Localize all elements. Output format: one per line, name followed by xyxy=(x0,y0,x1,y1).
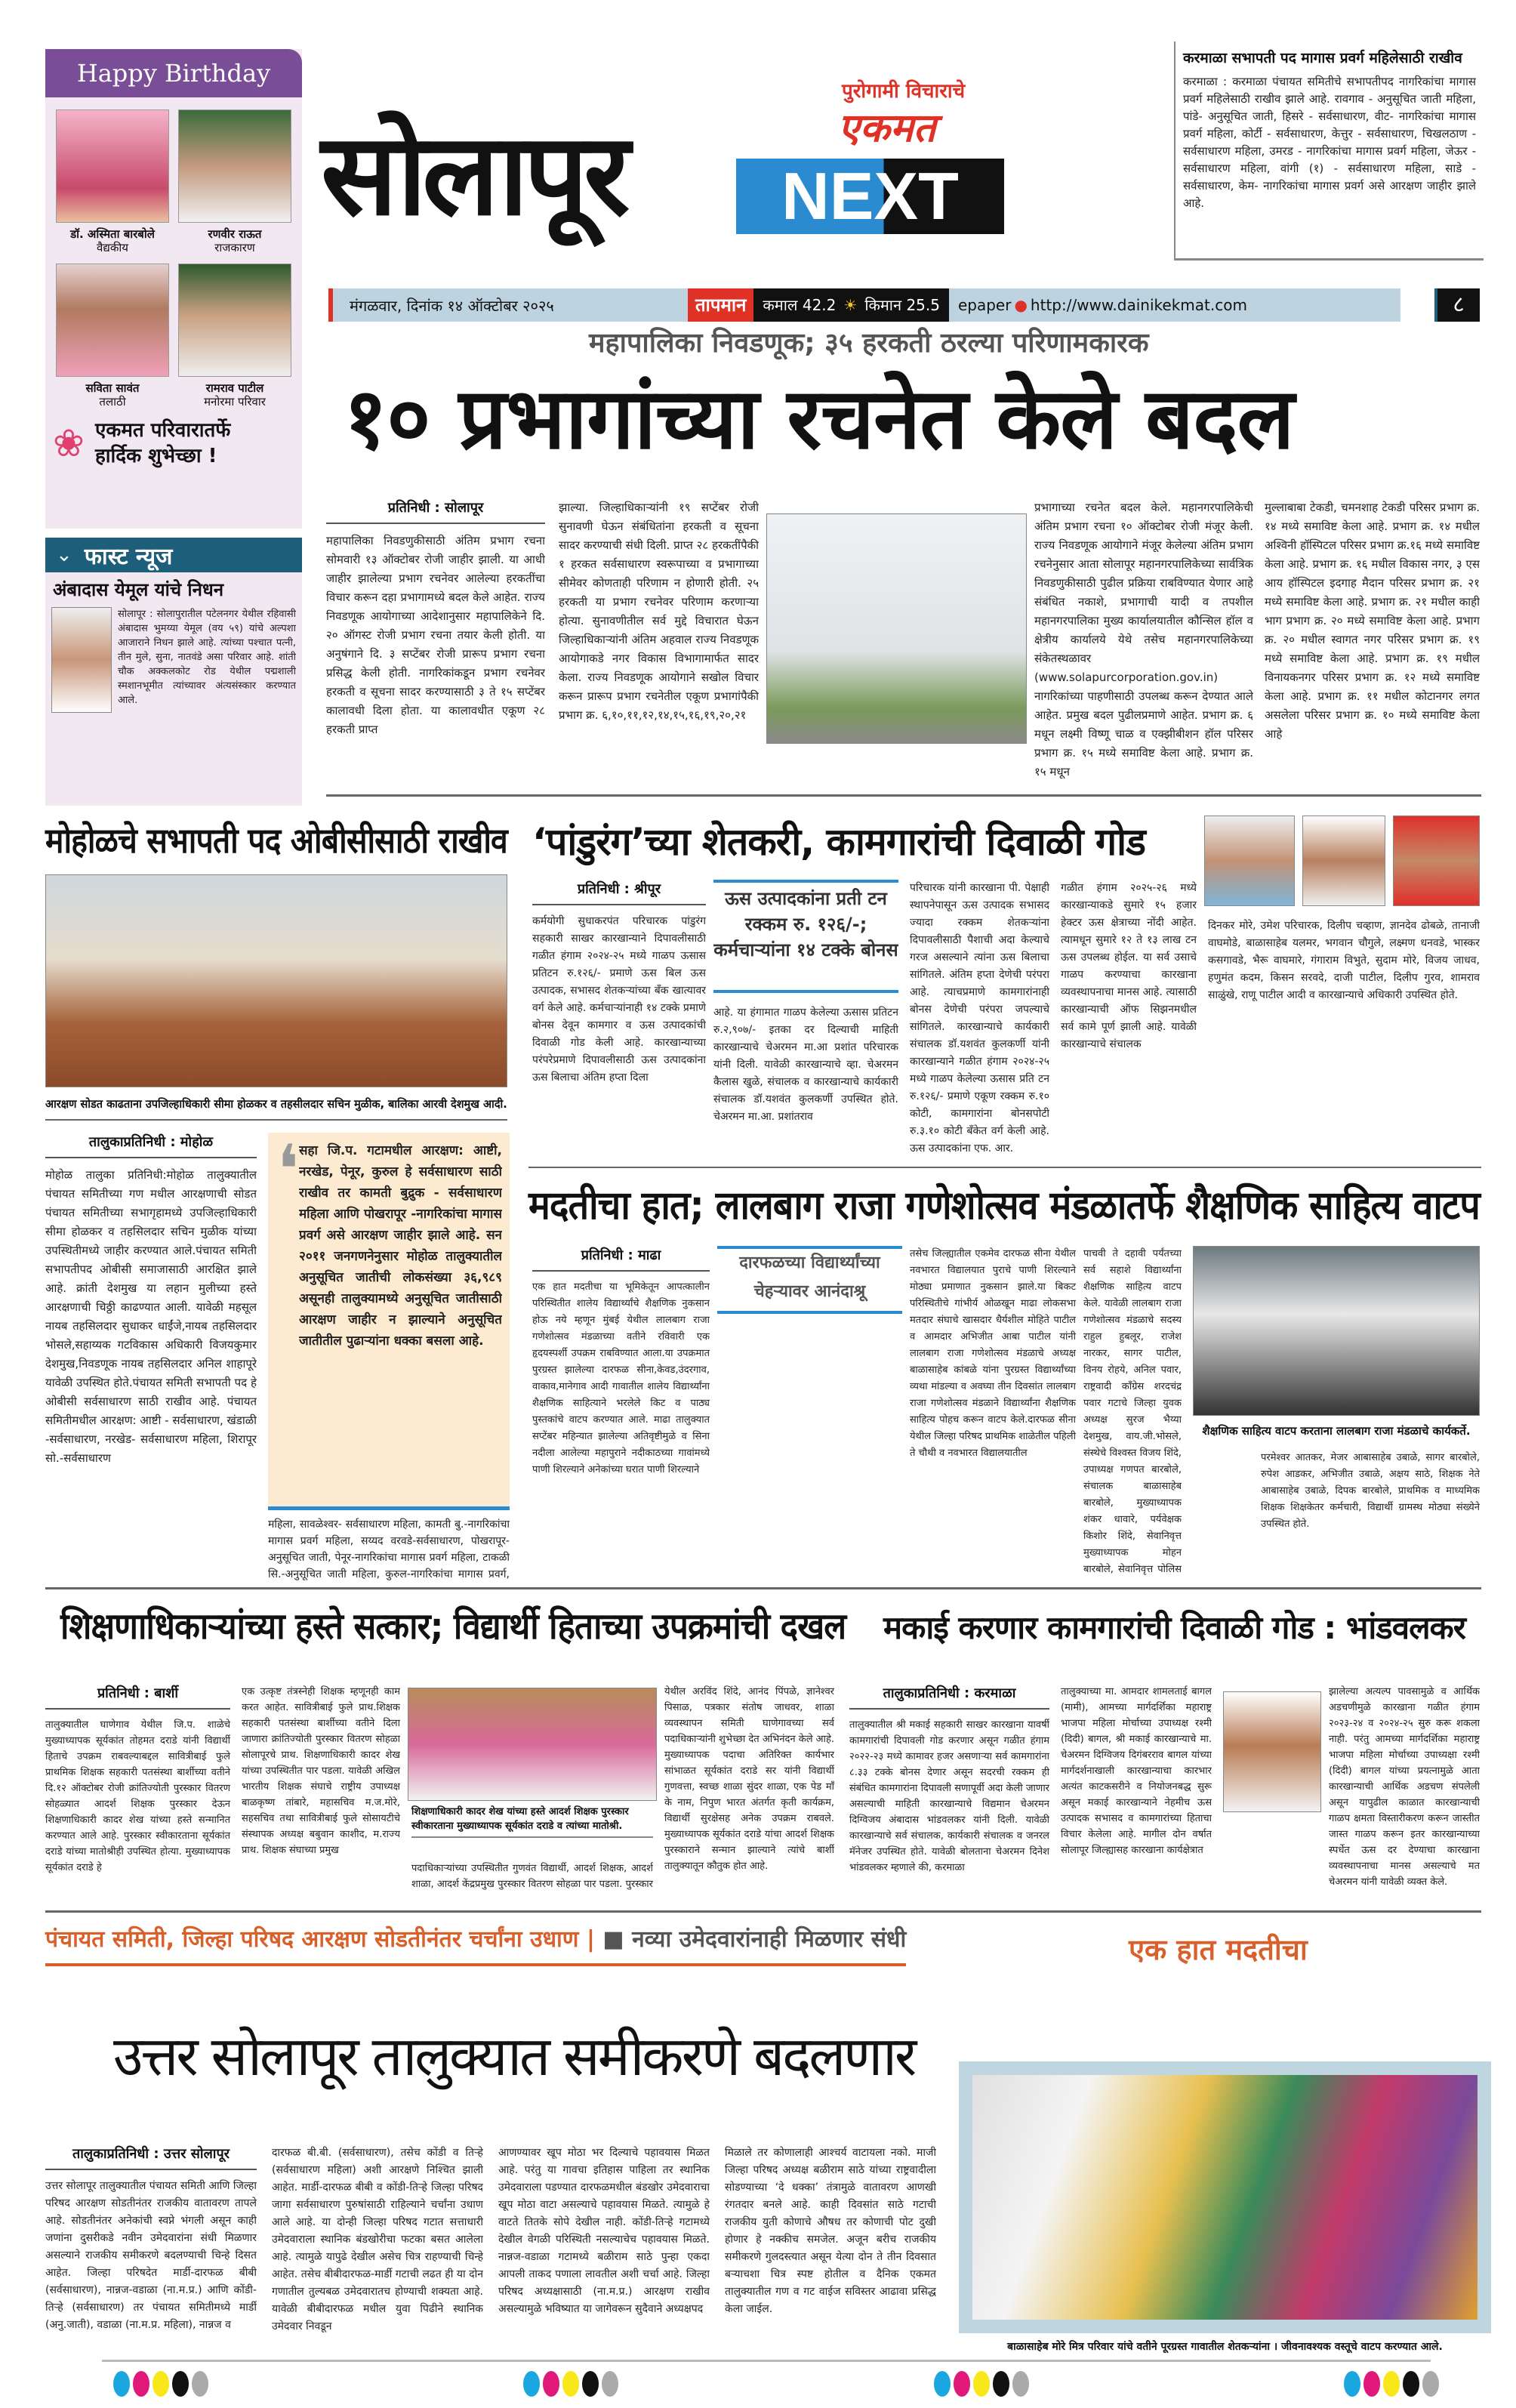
makai-headline: मकाई करणार कामगारांची दिवाळी गोड : भांडवलकर xyxy=(883,1609,1465,1646)
pandurang-col-2: आहे. या हंगामात गाळप केलेल्या ऊसास प्रतिटन रु.२,९०७/- इतका दर दिल्याची माहिती कारखान्याचे चेअरमन मा.आ प्रशांत परिचारक यांनी दिली. यावेळी कारखान्याचे व्हा. चेअरमन कैलास खुळे, संचालक व कारखान्याचे कार्यकारी संचालक डॉ.यशवंत कुलकर्णी उपस्थित होते. चेअरमन मा.आ. प्रशांतराव xyxy=(713,1007,898,1123)
cmyk-dots xyxy=(1344,2371,1442,2400)
separator: | xyxy=(586,1926,603,1953)
pandurang-col-5: दिनकर मोरे, उमेश परिचारक, दिलीप चव्हाण, ज्ञानदेव ढोबळे, तानाजी वाघमोडे, बाळासाहेब यलमर, भगवान चौगुले, लक्ष्मण धनवडे, भास्कर कसगावडे, भैरू वाघमारे, गंगाराम विभुते, सुदाम मोरे, विजय जाधव, हणुमंत कदम, किसन सरवदे, दाजी पाटील, दिलीप गुरव, शामराव साळुंखे, राणू पाटील आदी व कारखान्याचे अधिकारी उपस्थित होते. xyxy=(1208,920,1480,1001)
mohol-photo xyxy=(45,874,507,1087)
north-col-4: मिळाले तर कोणालाही आश्चर्य वाटायला नको. माजी जिल्हा परिषद अध्यक्ष बळीराम साठे यांच्या राष्ट्रवादीला सोडण्याच्या ‘दे धक्का’ तंत्रामुळे वातावरण आणखी रंगतदार बनले आहे. काही दिवसांत साठे गटाची राजकीय युती कोणाचे औषध तर कोणाची पोट दुखी होणार हे नक्कीच समजेल. अजून बरीच राजकीय समीकरणे गुलदस्त्यात असून येत्या दोन ते तीन दिवसात बऱ्याचशा चित्र स्पष्ट होतील व दैनिक एकमत तालुक्यातील गण व गट वाईज सविस्तर आढावा प्रसिद्ध केला जाईल. xyxy=(725,2147,936,2315)
pandurang-highlight: ऊस उत्पादकांना प्रती टन रक्कम रु. १२६/-; कर्मचाऱ्यांना १४ टक्के बोनस xyxy=(713,880,898,993)
mohol-article: तालुकाप्रतिनिधी : मोहोळ मोहोळ तालुका प्रतिनिधी:मोहोळ तालुक्यातील पंचायत समितीच्या गण मधील आरक्षणाची सोडत पंचायत समितीच्या सभागृहामध्ये उपजिल्हाधिकारी सीमा होळकर व तहसिलदार सचिन मुळीक यांच्या उपस्थितीमध्ये जाहीर करण्यात आले.पंचायत समिती सभापतीपद ओबीसी समाजासाठी आरक्षित झाले आहे. क्रांती देशमुख या लहान मुलीच्या हस्ते आरक्षणाची चिठ्ठी काढण्यात आली. यावेळी महसूल नायब तहसिलदार सुधाकर धाईंजे,नायब तहसिलदार भोसले,सहाय्यक गटविकास अधिकारी विजयकुमार देशमुख,निवडणूक नायब तहसिलदार अनिल शाहापूरे यावेळी उपस्थित होते.पंचायत समिती सभापती पद हे ओबीसी सर्वसाधारण साठी राखीव आहे. पंचायत समितीमधील आरक्षण: आष्टी - सर्वसाधारण, खंडाळी -सर्वसाधारण, नरखेड- सर्वसाधारण महिला, शिरापूर सो.-सर्वसाधारण xyxy=(45,1134,257,1465)
birthday-person: डॉ. अस्मिता बारबोले वैद्यकीय xyxy=(56,109,169,254)
brand-logo: एकमत xyxy=(838,106,936,151)
lalbaug-caption: शैक्षणिक साहित्य वाटप करताना लालबाग राजा मंडळाचे कार्यकर्ते. xyxy=(1202,1424,1471,1438)
flower-icon: ❀ xyxy=(53,421,85,465)
lead-kicker: महापालिका निवडणूक; ३५ हरकती ठरल्या परिणामकारक xyxy=(589,328,1149,359)
cmyk-dots xyxy=(934,2371,1032,2400)
lalbaug-highlight: दारफळच्या विद्यार्थ्यांच्या चेहऱ्यावर आनंदाश्रू xyxy=(717,1246,902,1314)
pandurang-col-4: गळीत हंगाम २०२५-२६ मध्ये कारखान्याकडे सुमारे १५ हजार हेक्टर ऊस क्षेत्राच्या नोंदी आहेत. त्यामधून सुमारे १२ ते १३ लाख टन ऊस उपलब्ध होईल. या सर्व उसाचे गाळप करण्याचा कारखाना व्यवस्थापनाचा मानस आहे. त्यासाठी कारखान्याची ऑफ सिझनमधील सर्व कामे पूर्ण झाली आहे. यावेळी कारखान्याचे संचालक xyxy=(1061,882,1197,1050)
pandurang-col-3: परिचारक यांनी कारखाना पी. पेक्षाही स्थापनेपासून ऊस उत्पादक सभासद ज्यादा रक्कम शेतकऱ्यांना दिपावलीसाठी पैशाची अदा केल्याचे गरज असल्याने त्यांना ऊस बिलाचा सांगितले. अंतिम हप्ता देणेची परंपरा आहे. त्याचप्रमाणे कामगारांनाही बोनस देणेची परंपरा जपल्याचे सांगितले. कारखान्याचे कार्यकारी संचालक डॉ.यशवंत कुलकर्णी यांनी कारखान्याने गळीत हंगाम २०२४-२५ मध्ये गाळप केलेल्या ऊसास प्रति टन रु.१२६/- प्रमाणे एकूण रक्कम रु.१० कोटी, कामगारांना बोनसपोटी रु.३.१० कोटी बँकेत वर्ग केली आहे. ऊस उत्पादकांना एफ. आर. xyxy=(910,882,1049,1155)
lalbaug-col-3: पाचवी ते दहावी पर्यंतच्या सर्व सहाशे विद्यार्थ्यांना शैक्षणिक साहित्य वाटप केले. यावेळी लालबाग राजा गणेशोत्सव मंडळाचे सदस्य राहुल हुबलूर, राजेश नारकर, सागर पाटील, विनय रोहये, अनिल पवार, राष्ट्रवादी काँग्रेस शरदचंद्र पवार गटाचे जिल्हा युवक अध्यक्ष सुरज भैय्या देशमुख, वाय.जी.भोसले, संस्थेचे विश्वस्त विजय शिंदे, उपाध्यक्ष गणपत बारबोले, संचालक बाळासाहेब बारबोले, मुख्याध्यापक शंकर धावारे, पर्यवेक्षक किशोर शिंदे, सेवानिवृत्त मुख्याध्यापक मोहन बारबोले, सेवानिवृत्त पोलिस xyxy=(1083,1248,1182,1575)
cmyk-dots xyxy=(523,2371,621,2400)
birthday-person: सविता सावंत तलाठी xyxy=(56,264,169,409)
north-col-2: दारफळ बी.बी. (सर्वसाधारण), तसेच कोंडी व तिऱ्हे (सर्वसाधारण महिला) अशी आरक्षणे निश्चित झाली आहेत. मार्डी-दारफळ बीबी व कोंडी-तिऱ्हे जिल्हा परिषद जागा सर्वसाधारण पुरुषांसाठी राहिल्याने चर्चांना उधाण आले आहे. या दोन्ही जिल्हा परिषद गटात सत्ताधारी उमेदवाराला स्थानिक बंडखोरीचा फटका बसत आलेला आहे. त्यामुळे यापुढे देखील असेच चित्र राहण्याची चिन्हे आहेत. तसेच बीबीदारफळ-मार्डी गटाची लढत ही या दोन गणातील तुल्यबळ उमेदवारातच होण्याची शक्यता आहे. यावेळी बीबीदारफळ मधील युवा पिढीने स्थानिक उमेदवार निवडून xyxy=(272,2147,483,2332)
lalbaug-col-2: तसेच जिल्ह्यातील एकमेव दारफळ सीना येथील नवभारत विद्यालयात पुराचे पाणी शिरल्याने मोठ्या प्रमाणात नुकसान झाले.या बिकट परिस्थितीचे गांभीर्य ओळखून माढा लोकसभा मतदार संघाचे खासदार धैर्यशील मोहिते पाटील व आमदार अभिजीत आबा पाटील यांनी लालबाग राजा गणेशोत्सव मंडळाचे अध्यक्ष बाळासाहेब कांबळे यांना पुरग्रस्त विद्यार्थ्यांच्या व्यथा मांडल्या व अवघ्या तीन दिवसांत लालबाग राजा गणेशोत्सव मंडळाने विद्यार्थ्यांना शैक्षणिक साहित्य पोहच करून वाटप केले.दारफळ सीना येथील जिल्हा परिषद प्राथमिक शाळेतील पहिली ते चौथी व नवभारत विद्यालयातील xyxy=(910,1248,1076,1459)
birthday-panel xyxy=(45,49,302,529)
barshi-col-4: येथील अरविंद शिंदे, आनंद पिंपळे, ज्ञानेश्वर पिसाळ, पत्रकार संतोष जाधवर, शाळा व्यवस्थापन समिती घाणेगावच्या सर्व पदाधिकाऱ्यांनी शुभेच्छा देत अभिनंदन केले आहे. मुख्याध्यापक पदाचा अतिरिक्त कार्यभार सांभाळत सूर्यकांत दराडे सर यांनी विद्यार्थी गुणवत्ता, स्वच्छ शाळा सुंदर शाळा, एक पेड माँ के नाम, निपुण भारत अंतर्गत कृती कार्यक्रम, विद्यार्थी सुरक्षेसह अनेक उपक्रम राबवले. मुख्याध्यापक सूर्यकांत दराडे यांचा आदर्श शिक्षक पुरस्काराने सन्मान झाल्याने त्यांचे बार्शी तालुक्यातून कौतुक होत आहे. xyxy=(664,1686,834,1872)
relief-distribution-photo xyxy=(972,2075,1477,2320)
makai-col-3: झालेल्या अत्यल्प पावसामुळे व आर्थिक अडचणीमुळे कारखाना गळीत हंगाम २०२३-२४ व २०२४-२५ सुरु करू शकला नाही. परंतु आमच्या मार्गदर्शिका महाराष्ट्र भाजपा महिला मोर्चाच्या उपाध्यक्षा रश्मी (दिदी) बागल यांच्या प्रयत्नामुळे आता कारखान्याची आर्थिक अडचण संपलेली असून यापुढील काळात कारखान्याची गाळप क्षमता विस्तारीकरण करून जास्तीत जास्त गाळप करून इतर कारखान्याच्या स्पर्धेत ऊस दर देण्याचा कारखाना व्यवस्थापनाचा मानस असल्याचे मत चेअरमन यांनी यावेळी व्यक्त केले. xyxy=(1329,1686,1480,1888)
temp-label: तापमान xyxy=(688,288,753,322)
person-photo xyxy=(56,264,169,377)
sun-icon: ☀ xyxy=(843,296,858,314)
mohol-caption: आरक्षण सोडत काढताना उपजिल्हाधिकारी सीमा होळकर व तहसीलदार सचिन मुळीक, बालिका आरवी देशमुख आदी. xyxy=(45,1097,507,1111)
lead-headline: १० प्रभागांच्या रचनेत केले बदल xyxy=(344,370,1294,468)
lead-col-1: प्रतिनिधी : सोलापूर महापालिका निवडणुकीसाठी अंतिम प्रभाग रचना सोमवारी १३ ऑक्टोबर रोजी जाहीर झाली. या आधी जाहीर झालेल्या प्रभाग रचनेवर आलेल्या हरकतींचा विचार करून दहा प्रभागामध्ये बदल केले आहेत. राज्य निवडणूक आयोगाच्या आदेशानुसार महापालिकेने दि. २० ऑगस्ट रोजी प्रभाग रचना तयार केली होती. या अनुषंगाने दि. ३ सप्टेंबर रोजी प्रारूप प्रभाग रचना प्रसिद्ध केली होती. नागरिकांकडून प्रभाग रचनेवर हरकती व सूचना सादर करण्यासाठी ३ ते १५ सप्टेंबर कालावधी दिला होता. या कालावधीत एकूण २८ हरकती प्राप्त xyxy=(326,500,545,736)
strap: पंचायत समिती, जिल्हा परिषद आरक्षण सोडतीनंतर चर्चांना उधाण | ■ नव्या उमेदवारांनाही मिळणार संधी xyxy=(45,1925,906,1966)
chairman-photo xyxy=(1223,1691,1321,1812)
person-photo xyxy=(56,109,169,223)
barshi-col-3: पदाधिकाऱ्यांच्या उपस्थितीत गुणवंत विद्यार्थी, आदर्श शिक्षक, आदर्श शाळा, आदर्श केंद्रप्रमुख पुरस्कार वितरण सोहळा पार पडला. पुरस्कार xyxy=(411,1863,653,1890)
issue-date: मंगळवार, दिनांक १४ ऑक्टोबर २०२५ xyxy=(350,296,554,315)
barshi-headline: शिक्षणाधिकाऱ्यांच्या हस्ते सत्कार; विद्यार्थी हिताच्या उपक्रमांची दखल xyxy=(60,1605,846,1648)
mohol-quote-box: ❛ सहा जि.प. गटामधील आरक्षण: आष्टी, नरखेड, पेनूर, कुरुल हे सर्वसाधारण साठी राखीव तर कामती बुद्रुक - सर्वसाधारण महिला आणि पोखरापूर -नागरिकांचा मागास प्रवर्ग असे आरक्षण जाहीर झाले आहे. सन २०११ जनगणनेनुसार मोहोळ तालुक्यातील अनुसूचित जातीची लोकसंख्या ३६,९८९ असूनही तालुक्यामध्ये अनुसूचित जातीसाठी आरक्षण जाहीर न झाल्याने अनुसूचित जातीतील पुढाऱ्यांना धक्का बसला आहे. xyxy=(268,1133,510,1510)
lalbaug-col-1: प्रतिनिधी : माढा एक हात मदतीचा या भूमिकेतून आपत्कालीन परिस्थितीत शालेय विद्यार्थ्यांचे शैक्षणिक नुकसान होऊ नये म्हणून मुंबई येथील लालबाग राजा गणेशोत्सव मंडळाच्या वतीने रविवारी एक हृदयस्पर्शी उपक्रम राबविण्यात आला.या उपक्रमात पुरग्रस्त झालेल्या दारफळ सीना,केवड,उंदरगाव, वाकाव,मानेगाव आदी गावातील शालेय विद्यार्थ्यांना शैक्षणिक साहित्याने भरलेले किट व पाठ्य पुस्तकांचे वाटप करण्यात आले. माढा तालुक्यात सप्टेंबर महिन्यात झालेल्या अतिवृष्टीमुळे व सिना नदीला आलेल्या महापुराने नदीकाठच्या गावांमध्ये पाणी शिरल्याने अनेकांच्या घरात पाणी शिरल्याने xyxy=(532,1247,710,1475)
award-photo xyxy=(408,1688,657,1801)
tagline: पुरोगामी विचाराचे xyxy=(842,80,966,103)
quote-icon: ❛ xyxy=(277,1133,300,1210)
cmyk-dots xyxy=(113,2371,211,2400)
birthday-title: Happy Birthday xyxy=(45,49,302,97)
person-photo xyxy=(178,109,291,223)
helping-hand-caption: बाळासाहेब मोरे मित्र परिवार यांचे वतीने पूरग्रस्त गावातील शेतकऱ्यांना । जीवनावश्यक वस्तूचे वाटप करण्यात आले. xyxy=(1007,2341,1443,2353)
next-logo: NEXT xyxy=(736,159,1004,234)
divider xyxy=(102,2360,1431,2362)
chevron-down-icon: ⌄ xyxy=(56,544,72,566)
person-photo xyxy=(51,607,112,713)
director-photo xyxy=(1393,816,1480,906)
mohol-col-2: महिला, सावळेश्वर- सर्वसाधारण महिला, कामती बु.-नागरिकांचा मागास प्रवर्ग महिला, सय्यद वरवडे-सर्वसाधारण, पोखरापूर- अनुसूचित जाती, पेनूर-नागरिकांचा मागास प्रवर्ग महिला, टाकळी सि.-अनुसूचित जाती महिला, कुरुल-नागरिकांचा मागास प्रवर्ग, xyxy=(268,1518,510,1580)
website-link[interactable]: http://www.dainikekmat.com xyxy=(1030,296,1247,314)
birthday-person: रणवीर राऊत राजकारण xyxy=(178,109,291,254)
color-registration-marks xyxy=(113,2371,1442,2400)
lead-col-2: झाल्या. जिल्हाधिकाऱ्यांनी १९ सप्टेंबर रोजी सुनावणी घेऊन संबंधितांना हरकती व सूचना सादर करण्याची संधी दिली. प्राप्त २८ हरकतींपैकी १ हरकत सर्वसाधारण स्वरूपाच्या व प्रभागाच्या सीमेवर कोणताही परिणाम न होणारी होती. २५ हरकती या प्रभाग रचनेवर परिणाम करणाऱ्या होत्या. सुनावणीतील सर्व मुद्दे विचारात घेऊन जिल्हाधिकाऱ्यांनी अंतिम अहवाल राज्य निवडणूक आयोगाकडे नगर विकास विभागामार्फत सादर केला. राज्य निवडणूक आयोगाने सखोल विचार करून प्रारूप प्रभाग रचनेतील एकूण प्रभागांपैकी प्रभाग क्र. ६,१०,११,१२,१४,१५,१६,१९,२०,२१ xyxy=(559,501,759,722)
helping-hand-frame xyxy=(959,2061,1491,2333)
page-number: ८ xyxy=(1434,288,1480,322)
fast-news-box: ⌄ फास्ट न्यूज अंबादास येमूल यांचे निधन सोलापूर : सोलापुरातील पटेलनगर येथील रहिवासी अंबादास भुमय्या येमूल (वय ५९) यांचे अल्पशा आजाराने निधन झाले आहे. त्यांच्या पश्चात पत्नी, तीन मुले, सुना, नातवंडे असा परिवार आहे. शांती चौक अक्कलकोट रोड येथील पद्मशाली स्मशानभूमीत त्यांच्यावर अंत्यसंस्कार करण्यात आले. xyxy=(45,538,302,806)
corporation-building-photo xyxy=(766,513,1027,744)
helping-hand-title: एक हात मदतीचा xyxy=(1129,1933,1308,1966)
divider xyxy=(45,1910,1481,1913)
date-bar: मंगळवार, दिनांक १४ ऑक्टोबर २०२५ तापमान कमाल 42.2 ☀ किमान 25.5 epaper ● http://www.dainikekmat.com xyxy=(328,288,1400,322)
barshi-caption: शिक्षणाधिकारी कादर शेख यांच्या हस्ते आदर्श शिक्षक पुरस्कार स्वीकारताना मुख्याध्यापक सूर्यकांत दराडे व त्यांच्या मातोश्री. xyxy=(411,1805,653,1838)
north-col-1: तालुकाप्रतिनिधी : उत्तर सोलापूर उत्तर सोलापूर तालुक्यातील पंचायत समिती आणि जिल्हा परिषद आरक्षण सोडतीनंतर राजकीय वातावरण तापले आहे. सोडतीनंतर अनेकांची स्वप्ने भंगली असून काही जणांना दुसरीकडे नवीन उमेदवारांना संधी मिळणार असल्याने राजकीय समीकरणे बदलण्याची चिन्हे दिसत आहेत. जिल्हा परिषदेत मार्डी-दारफळ बीबी (सर्वसाधारण), नान्नज-वडाळा (ना.म.प्र.) आणि कोंडी-तिऱ्हे (सर्वसाधारण) तर पंचायत समितीमध्ये मार्डी (अनु.जाती), वडाळा (ना.म.प्र. महिला), नान्नज व xyxy=(45,2146,257,2331)
lead-col-3: प्रभागाच्या रचनेत बदल केले. महानगरपालिकेची अंतिम प्रभाग रचना १० ऑक्टोबर रोजी मंजूर केली. राज्य निवडणूक आयोगाने मंजूर केलेल्या अंतिम प्रभाग रचनेनुसार आता सोलापूर महानगरपालिकेच्या सार्वत्रिक निवडणुकीसाठी पुढील प्रक्रिया राबविण्यात येणार आहे संबंधित नकाशे, प्रभागाची यादी व तपशील महानगरपालिका मुख्य कार्यालयातील कौन्सिल हॉल व क्षेत्रीय कार्यालये येथे तसेच महानगरपालिकेच्या संकेतस्थळावर (www.solapurcorporation.gov.in) नागरिकांच्या पाहणीसाठी उपलब्ध करून देण्यात आले आहेत. प्रमुख बदल पुढीलप्रमाणे आहेत. प्रभाग क्र. ६ मधून लक्ष्मी विष्णू चाळ व एक्झीबीशन हॉल परिसर प्रभाग क्र. १५ मध्ये समाविष्ट केला आहे. प्रभाग क्र. १५ मधून xyxy=(1034,501,1253,779)
makai-col-1: तालुकाप्रतिनिधी : करमाळा तालुक्यातील श्री मकाई सहकारी साखर कारखाना यावर्षी कामगारांची दिपावली गोड करणार असून गळीत हंगाम २०२२-२३ मध्ये कामावर हजर असणाऱ्या सर्व कामगारांना ८.३३ टक्के बोनस देणार असून सदरची रक्कम ही संबंधित कामगारांना दिपावली सणापूर्वी अदा केली जाणार असल्याची माहिती कारखान्याचे विद्यमान चेअरमन दिग्विजय अंबादास भांडवलकर यांनी दिली. यावेळी कारखान्याचे सर्व संचालक, कार्यकारी संचालक व जनरल मॅनेजर उपस्थित होते. यावेळी बोलताना चेअरमन दिनेश भांडवलकर म्हणाले की, करमाळा xyxy=(849,1685,1049,1873)
karmala-box: करमाळा सभापती पद मागास प्रवर्ग महिलेसाठी राखीव करमाळा : करमाळा पंचायत समितीचे सभापतीपद नागरिकांचा मागास प्रवर्ग महिलेसाठी राखीव झाले आहे. रावगाव - अनुसूचित जाती महिला, पांडे- अनुसूचित जाती, हिसरे - सर्वसाधारण, वीट- नागरिकांचा मागास प्रवर्ग महिला, कोर्टी - सर्वसाधारण, केत्तुर - सर्वसाधारण, चिखलठाण - सर्वसाधारण महिला, उमरड - नागरिकांचा मागास प्रवर्ग महिला, जेऊर - सर्वसाधारण महिला, वांगी (१) - सर्वसाधारण महिला, साडे - सर्वसाधारण, केम- नागरिकांचा मागास प्रवर्ग असे आरक्षण जाहीर झाले आहे. xyxy=(1174,42,1484,261)
lalbaug-photo xyxy=(1193,1246,1480,1416)
square-bullet-icon: ■ xyxy=(602,1926,633,1953)
director-photo xyxy=(1204,816,1295,906)
barshi-col-2: एक उत्कृष्ट तंत्रस्नेही शिक्षक म्हणूनही काम करत आहेत. सावित्रीबाई फुले प्राथ.शिक्षक सहकारी पतसंस्था बार्शीच्या वतीने दिला जाणारा क्रांतिज्योती पुरस्कार वितरण सोहळा सोलापूरचे प्राथ. शिक्षणाधिकारी कादर शेख यांच्या उपस्थितीत पार पडला. यावेळी अखिल भारतीय शिक्षक संघाचे राष्ट्रीय उपाध्यक्ष बाळकृष्ण तांबारे, महासचिव म.ज.मोरे, सहसचिव तथा सावित्रीबाई फुले सोसायटीचे संस्थापक अध्यक्ष बबुवान काशीद, म.राज्य प्राथ. शिक्षक संघाच्या प्रमुख xyxy=(242,1686,400,1856)
greeting-line-2: हार्दिक शुभेच्छा ! xyxy=(95,445,217,467)
pandurang-headline: ‘पांडुरंग’च्या शेतकरी, कामगारांची दिवाळी गोड xyxy=(532,820,1145,864)
makai-col-2: तालुक्याच्या मा. आमदार शामलताई बागल (मामी), आमच्या मार्गदर्शिका महाराष्ट्र भाजपा महिला मोर्चाच्या उपाध्यक्ष रश्मी (दिदी) बागल, श्री मकाई कारखान्याचे मा. चेअरमन दिग्विजय दिगंबरराव बागल यांच्या मार्गदर्शनाखाली कारखान्याचा कारभार अत्यंत काटकसरीने व नियोजनबद्ध सुरू असून मकाई कारखान्याने नेहमीच ऊस उत्पादक सभासद व कामगारांच्या हिताचा विचार केलेला आहे. मागील दोन वर्षात सोलापूर जिल्ह्यासह कारखाना कार्यक्षेत्रात xyxy=(1061,1686,1212,1856)
location-icon: ● xyxy=(1014,296,1028,314)
divider xyxy=(45,1587,1481,1589)
divider xyxy=(326,794,1481,797)
mohol-headline: मोहोळचे सभापती पद ओबीसीसाठी राखीव xyxy=(45,820,507,861)
greeting-line-1: एकमत परिवारातर्फे xyxy=(95,419,231,442)
person-photo xyxy=(178,264,291,377)
lalbaug-headline: मदतीचा हात; लालबाग राजा गणेशोत्सव मंडळातर्फे शैक्षणिक साहित्य वाटप xyxy=(528,1183,1480,1229)
divider xyxy=(45,1119,507,1121)
north-col-3: आणण्यावर खूप मोठा भर दिल्याचे पहावयास मिळत आहे. परंतु या गावचा इतिहास पाहिला तर स्थानिक उमेदवाराला पडण्यात दारफळमधील बंडखोर उमेदवाराचा खूप मोठा वाटा असल्याचे पहावयास मिळते. त्यामुळे हे वाटते तितके सोपे देखील नाही. कोंडी-तिऱ्हे गटामध्ये देखील वेगळी परिस्थिती नसल्याचेच पहावयास मिळते. नान्नज-वडाळा गटामध्ये बळीराम साठे पुन्हा एकदा आपली ताकद पणाला लावतील अशी चर्चा आहे. जिल्हा परिषद अध्यक्षासाठी (ना.म.प्र.) आरक्षण राखीव असल्यामुळे भविष्यात या जागेवरून सुदैवाने अध्यक्षपद xyxy=(498,2147,710,2315)
director-photo xyxy=(1302,816,1385,906)
birthday-person: रामराव पाटील मनोरमा परिवार xyxy=(178,264,291,409)
lead-col-4: मुल्लाबाबा टेकडी, चमनशाह टेकडी परिसर प्रभाग क्र. १४ मध्ये समाविष्ट केला आहे. प्रभाग क्र. १४ मधील अश्विनी हॉस्पिटल परिसर प्रभाग क्र.१६ मध्ये समाविष्ट केला आहे. प्रभाग क्र. १६ मधील विकास नगर, ३ एस आय हॉस्पिटल इदगाह मैदान परिसर प्रभाग क्र. २१ मध्ये समाविष्ट केला आहे. प्रभाग क्र. २१ मधील काही भाग प्रभाग क्र. २० मध्ये समाविष्ट केला आहे. प्रभाग क्र. २० मधील स्वागत नगर परिसर प्रभाग क्र. १९ मध्ये समाविष्ट केला आहे. प्रभाग क्र. १९ मधील विनायकनगर परिसर प्रभाग क्र. १२ मध्ये समाविष्ट केला आहे. प्रभाग क्र. ११ मधील कोटानगर लगत असलेला परिसर प्रभाग क्र. १० मध्ये समाविष्ट केला आहे xyxy=(1265,501,1480,741)
north-headline: उत्तर सोलापूर तालुक्यात समीकरणे बदलणार xyxy=(113,2024,915,2088)
divider xyxy=(528,1167,1481,1168)
lalbaug-col-4: परमेश्वर आतकर, मेजर आबासाहेब उबाळे, सागर बारबोले, रुपेश आडकर, अभिजीत उबाळे, अक्षय साठे, शिक्षक नेते आबासाहेब उबाळे, दिपक बारबोले, प्राथमिक व माध्यमिक शिक्षक शिक्षकेतर कर्मचारी, विद्यार्थी ग्रामस्थ मोठ्या संख्येने उपस्थित होते. xyxy=(1261,1452,1480,1530)
pandurang-col-1: प्रतिनिधी : श्रीपूर कर्मयोगी सुधाकरपंत परिचारक पांडुरंग सहकारी साखर कारखान्याने दिपावलीसाठी गळीत हंगाम २०२४-२५ मध्ये गाळप ऊसास प्रतिटन रु.१२६/- प्रमाणे ऊस बिल ऊस उत्पादक, सभासद शेतकऱ्यांच्या बँक खात्यावर वर्ग केले आहे. कर्मचाऱ्यांनाही १४ टक्के प्रमाणे बोनस देवून कामगार व ऊस उत्पादकांची दिवाळी गोड केली आहे. कारखान्याच्या परंपरेप्रमाणे दिपावलीसाठी ऊस उत्पादकांना ऊस बिलाचा अंतिम हप्ता दिला xyxy=(532,881,706,1084)
barshi-col-1: प्रतिनिधी : बार्शी तालुक्यातील घाणेगाव येथील जि.प. शाळेचे मुख्याध्यापक सूर्यकांत तोहमत दराडे यांनी विद्यार्थी हिताचे उपक्रम राबवल्याबद्दल सावित्रीबाई फुले प्राथमिक शिक्षक सहकारी पतसंस्था बार्शीच्या वतीने दि.१२ ऑक्टोबर रोजी क्रांतिज्योती पुरस्कार वितरण सोहळ्यात आदर्श शिक्षक पुरस्कार देऊन शिक्षणाधिकारी कादर शेख यांच्या हस्ते सन्मानित करण्यात आले आहे. पुरस्कार स्वीकारताना सूर्यकांत दराडे यांच्या मातोश्रीही उपस्थित होत्या. मुख्याध्यापक सूर्यकांत दराडे हे xyxy=(45,1685,230,1873)
masthead-city: सोलापूर xyxy=(321,109,626,241)
